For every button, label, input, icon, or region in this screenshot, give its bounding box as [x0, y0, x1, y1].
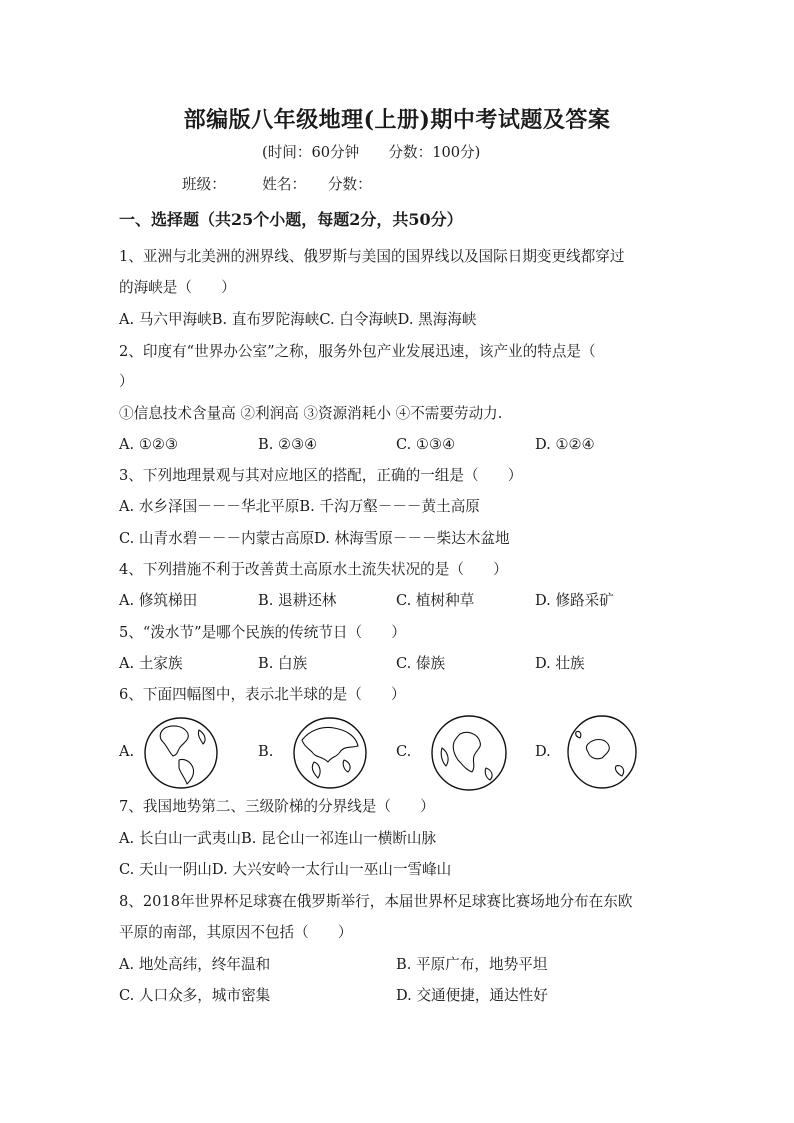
- q2-option-a: A. ①②③: [119, 436, 179, 453]
- page-title: 部编版八年级地理(上册)期中考试题及答案: [183, 107, 611, 133]
- student-info-fields: 班级： 姓名： 分数：: [182, 176, 372, 193]
- q4-option-a: A. 修筑梯田: [119, 592, 198, 609]
- q4-option-b: B. 退耕还林: [258, 592, 337, 609]
- q4-option-c: C. 植树种草: [396, 592, 475, 609]
- q2-stem-line2: ）: [119, 373, 134, 390]
- q6-globe-a: [143, 716, 219, 790]
- q6-option-b-label: B.: [258, 743, 274, 760]
- q7-options-line1: A. 长白山一武夷山B. 昆仑山一祁连山一横断山脉: [119, 830, 437, 847]
- q1-stem-line1: 1、亚洲与北美洲的洲界线、俄罗斯与美国的国界线以及国际日期变更线都穿过: [119, 248, 625, 265]
- q4-stem: 4、下列措施不利于改善黄土高原水土流失状况的是（ ）: [119, 561, 508, 578]
- q2-option-b: B. ②③④: [258, 436, 318, 453]
- q8-option-d: D. 交通便捷，通达性好: [396, 987, 548, 1004]
- q5-option-d: D. 壮族: [535, 655, 585, 672]
- q7-options-line2: C. 天山一阴山D. 大兴安岭一太行山一巫山一雪峰山: [119, 861, 452, 878]
- q8-stem-line1: 8、2018年世界杯足球赛在俄罗斯举行，本届世界杯足球赛比赛场地分布在东欧: [119, 893, 633, 910]
- section-1-title: 一、选择题（共25个小题，每题2分，共50分）: [119, 210, 463, 229]
- q6-globe-c: [430, 714, 508, 792]
- q5-option-b: B. 白族: [258, 655, 308, 672]
- q2-option-d: D. ①②④: [535, 436, 595, 453]
- q7-stem: 7、我国地势第二、三级阶梯的分界线是（ ）: [119, 798, 435, 815]
- q6-option-a-label: A.: [119, 743, 135, 760]
- q6-globe-d: [566, 714, 638, 790]
- q6-globe-b: [292, 716, 368, 790]
- q8-option-c: C. 人口众多，城市密集: [119, 987, 271, 1004]
- q6-option-d-label: D.: [535, 743, 551, 760]
- q6-option-c-label: C.: [396, 743, 412, 760]
- exam-time-score: (时间：60分钟 分数：100分): [262, 144, 481, 161]
- q5-stem: 5、“泼水节”是哪个民族的传统节日（ ）: [119, 624, 406, 641]
- q2-option-c: C. ①③④: [396, 436, 456, 453]
- q5-option-c: C. 傣族: [396, 655, 446, 672]
- q8-stem-line2: 平原的南部，其原因不包括（ ）: [119, 924, 353, 941]
- q2-stem-line1: 2、印度有“世界办公室”之称，服务外包产业发展迅速，该产业的特点是（: [119, 343, 596, 360]
- q1-stem-line2: 的海峡是（ ）: [119, 279, 236, 296]
- q3-options-line1: A. 水乡泽国－－－华北平原B. 千沟万壑－－－黄土高原: [119, 498, 480, 515]
- q8-option-b: B. 平原广布，地势平坦: [396, 956, 548, 973]
- q3-options-line2: C. 山青水碧－－－内蒙古高原D. 林海雪原－－－柴达木盆地: [119, 530, 510, 547]
- q2-statements: ①信息技术含量高 ②利润高 ③资源消耗小 ④不需要劳动力.: [119, 405, 503, 422]
- q5-option-a: A. 土家族: [119, 655, 183, 672]
- q1-options: A. 马六甲海峡B. 直布罗陀海峡C. 白令海峡D. 黑海海峡: [119, 311, 477, 328]
- q8-option-a: A. 地处高纬，终年温和: [119, 956, 271, 973]
- q4-option-d: D. 修路采矿: [535, 592, 614, 609]
- q3-stem: 3、下列地理景观与其对应地区的搭配，正确的一组是（ ）: [119, 467, 523, 484]
- q6-stem: 6、下面四幅图中，表示北半球的是（ ）: [119, 686, 406, 703]
